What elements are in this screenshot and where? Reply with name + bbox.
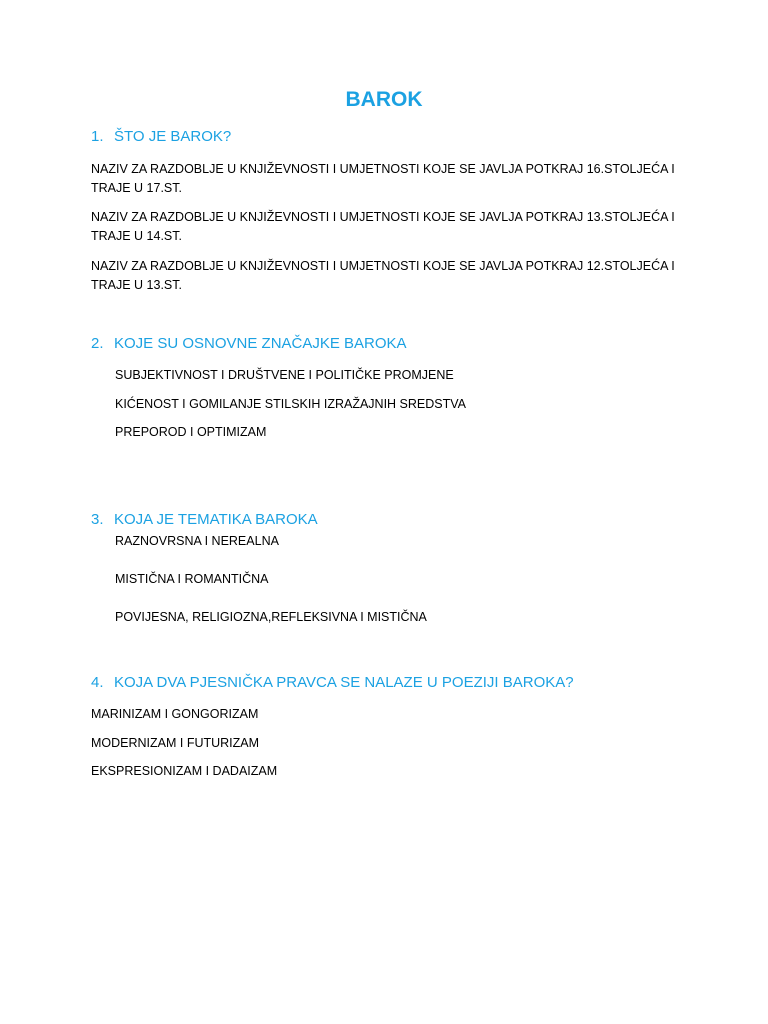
section-3-heading — [91, 511, 318, 528]
section-4-option-3: EKSPRESIONIZAM I DADAIZAM — [91, 764, 278, 778]
section-4-option-2: MODERNIZAM I FUTURIZAM — [91, 736, 260, 750]
section-4-title: KOJA DVA PJESNIČKA PRAVCA SE NALAZE U POEZIJI BAROKA? — [114, 674, 574, 691]
section-3-option-3: POVIJESNA, RELIGIOZNA,REFLEKSIVNA I MISTIČNA — [115, 610, 427, 624]
section-4-option-1: MARINIZAM I GONGORIZAM — [91, 707, 259, 721]
section-1-heading — [91, 128, 231, 145]
section-2-option-1: SUBJEKTIVNOST I DRUŠTVENE I POLITIČKE PROMJENE — [115, 368, 454, 382]
section-3-option-2: MISTIČNA I ROMANTIČNA — [115, 572, 269, 586]
section-2-option-3: PREPOROD I OPTIMIZAM — [115, 425, 267, 439]
document-title: BAROK — [345, 88, 423, 111]
section-2-heading — [91, 335, 407, 352]
section-2-option-2: KIĆENOST I GOMILANJE STILSKIH IZRAŽAJNIH SREDSTVA — [115, 397, 466, 411]
section-2-number: 2. — [91, 335, 104, 352]
section-1-title: ŠTO JE BAROK? — [114, 128, 232, 145]
section-1-option-1: NAZIV ZA RAZDOBLJE U KNJIŽEVNOSTI I UMJETNOSTI KOJE SE JAVLJA POTKRAJ 16.STOLJEĆA I TRAJE U 17.ST. — [91, 162, 675, 195]
section-2-title: KOJE SU OSNOVNE ZNAČAJKE BAROKA — [114, 335, 407, 352]
section-4-heading — [91, 674, 574, 691]
section-3-option-1: RAZNOVRSNA I NEREALNA — [115, 534, 279, 548]
section-1-option-2: NAZIV ZA RAZDOBLJE U KNJIŽEVNOSTI I UMJETNOSTI KOJE SE JAVLJA POTKRAJ 13.STOLJEĆA I TRAJE U 14.ST. — [91, 210, 675, 243]
section-3-title: KOJA JE TEMATIKA BAROKA — [114, 511, 318, 528]
section-3-number: 3. — [91, 511, 104, 528]
section-4-number: 4. — [91, 674, 104, 691]
section-1-number: 1. — [91, 128, 104, 145]
section-1-option-3: NAZIV ZA RAZDOBLJE U KNJIŽEVNOSTI I UMJETNOSTI KOJE SE JAVLJA POTKRAJ 12.STOLJEĆA I TRAJE U 13.ST. — [91, 259, 675, 292]
